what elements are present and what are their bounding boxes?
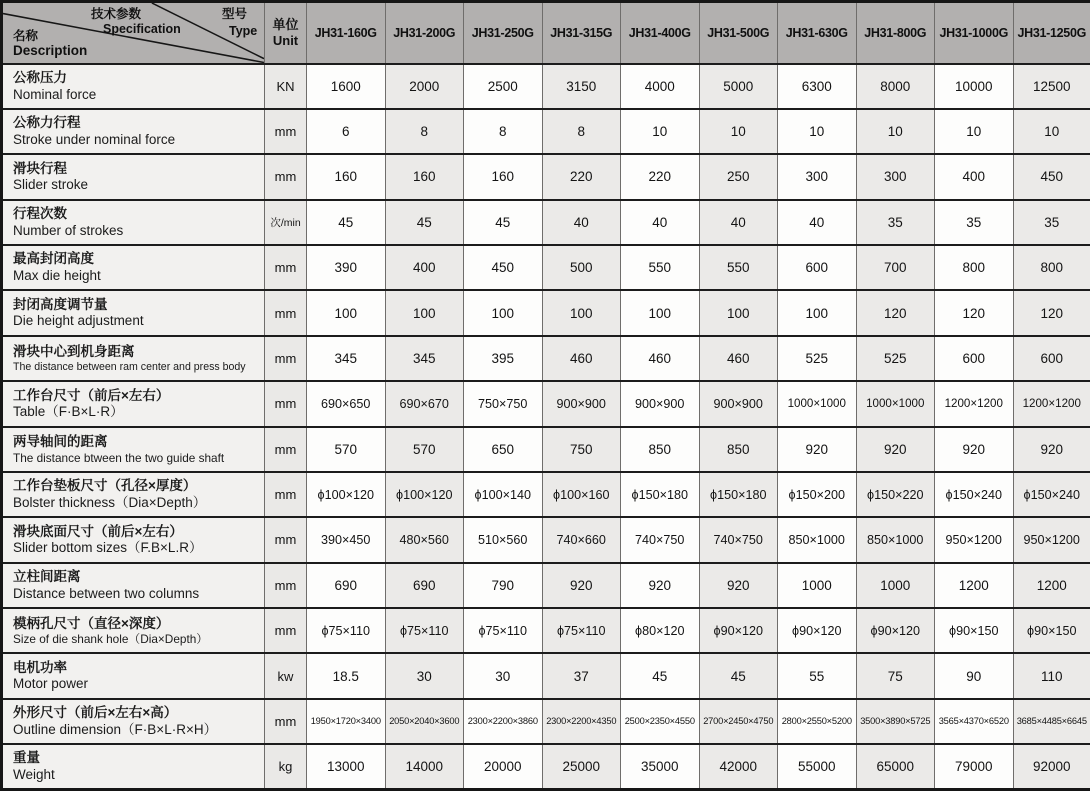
spec-value-cell: 400 bbox=[935, 154, 1014, 199]
spec-value-cell: ϕ75×110 bbox=[307, 608, 386, 653]
row-unit-cell: mm bbox=[265, 245, 307, 290]
table-row bbox=[2, 653, 1090, 698]
spec-value-cell: 2500×2350×4550 bbox=[621, 699, 700, 744]
spec-value-cell: 5000 bbox=[699, 64, 778, 109]
spec-value-cell: 600 bbox=[1013, 336, 1090, 381]
spec-value-cell: 10 bbox=[1013, 109, 1090, 154]
spec-value-cell: 120 bbox=[856, 290, 935, 335]
spec-value-cell: 13000 bbox=[307, 744, 386, 789]
spec-value-cell: 2000 bbox=[385, 64, 464, 109]
spec-value-cell: 650 bbox=[464, 427, 543, 472]
spec-value-cell: 740×660 bbox=[542, 517, 621, 562]
unit-column-header bbox=[265, 2, 307, 64]
spec-value-cell: 2050×2040×3600 bbox=[385, 699, 464, 744]
row-label-cell bbox=[2, 608, 265, 653]
spec-value-cell: 35000 bbox=[621, 744, 700, 789]
row-label-en: The distance btween the two guide shaft bbox=[13, 450, 225, 465]
spec-value-cell: 8 bbox=[464, 109, 543, 154]
spec-value-cell: 8 bbox=[385, 109, 464, 154]
spec-value-cell: 2300×2200×3860 bbox=[464, 699, 543, 744]
spec-value-cell: 800 bbox=[935, 245, 1014, 290]
corner-header-cell bbox=[2, 2, 265, 64]
spec-value-cell: ϕ100×140 bbox=[464, 472, 543, 517]
row-label-en: Stroke under nominal force bbox=[13, 131, 176, 147]
row-label-cell bbox=[2, 290, 265, 335]
row-label-zh: 滑块中心到机身距离 bbox=[13, 344, 135, 360]
spec-value-cell: 920 bbox=[621, 563, 700, 608]
spec-value-cell: 570 bbox=[307, 427, 386, 472]
spec-value-cell: 300 bbox=[856, 154, 935, 199]
spec-value-cell: 395 bbox=[464, 336, 543, 381]
spec-value-cell: 550 bbox=[699, 245, 778, 290]
unit-header-zh: 单位 bbox=[272, 16, 299, 32]
spec-value-cell: ϕ75×110 bbox=[464, 608, 543, 653]
spec-value-cell: ϕ80×120 bbox=[621, 608, 700, 653]
spec-value-cell: 40 bbox=[621, 200, 700, 245]
spec-value-cell: 850 bbox=[621, 427, 700, 472]
spec-value-cell: 79000 bbox=[935, 744, 1014, 789]
spec-value-cell: ϕ75×110 bbox=[542, 608, 621, 653]
spec-value-cell: 3565×4370×6520 bbox=[935, 699, 1014, 744]
spec-value-cell: 790 bbox=[464, 563, 543, 608]
table-row bbox=[2, 744, 1090, 789]
spec-value-cell: 1200×1200 bbox=[1013, 381, 1090, 426]
spec-value-cell: 3685×4485×6645 bbox=[1013, 699, 1090, 744]
column-header-model: JH31-160G bbox=[307, 2, 386, 64]
spec-value-cell: 40 bbox=[699, 200, 778, 245]
row-unit-cell: kg bbox=[265, 744, 307, 789]
table-row bbox=[2, 64, 1090, 109]
spec-value-cell: 750 bbox=[542, 427, 621, 472]
row-label-cell bbox=[2, 472, 265, 517]
spec-value-cell: 45 bbox=[621, 653, 700, 698]
row-label-en: Motor power bbox=[13, 676, 89, 692]
row-unit-cell: mm bbox=[265, 608, 307, 653]
spec-value-cell: 900×900 bbox=[542, 381, 621, 426]
spec-value-cell: 10 bbox=[856, 109, 935, 154]
spec-value-cell: 12500 bbox=[1013, 64, 1090, 109]
table-row bbox=[2, 563, 1090, 608]
spec-value-cell: ϕ90×120 bbox=[699, 608, 778, 653]
row-label-zh: 封闭高度调节量 bbox=[13, 296, 108, 312]
spec-value-cell: 100 bbox=[464, 290, 543, 335]
row-label-zh: 滑块底面尺寸（前后×左右） bbox=[13, 523, 183, 539]
row-label-zh: 两导轴间的距离 bbox=[13, 434, 108, 450]
spec-label-en: Specification bbox=[103, 22, 181, 36]
row-unit-cell: mm bbox=[265, 336, 307, 381]
row-label-en: Table（F·B×L·R） bbox=[13, 404, 124, 420]
spec-value-cell: 10 bbox=[699, 109, 778, 154]
spec-value-cell: 45 bbox=[385, 200, 464, 245]
spec-value-cell: 220 bbox=[621, 154, 700, 199]
spec-value-cell: 2800×2550×5200 bbox=[778, 699, 857, 744]
row-unit-cell: mm bbox=[265, 109, 307, 154]
spec-value-cell: 920 bbox=[542, 563, 621, 608]
spec-value-cell: 55 bbox=[778, 653, 857, 698]
spec-value-cell: 920 bbox=[856, 427, 935, 472]
spec-value-cell: 37 bbox=[542, 653, 621, 698]
spec-value-cell: 345 bbox=[307, 336, 386, 381]
header-row bbox=[2, 2, 1090, 64]
spec-value-cell: 92000 bbox=[1013, 744, 1090, 789]
spec-value-cell: 100 bbox=[385, 290, 464, 335]
spec-value-cell: 950×1200 bbox=[935, 517, 1014, 562]
spec-value-cell: 1200×1200 bbox=[935, 381, 1014, 426]
spec-value-cell: 35 bbox=[1013, 200, 1090, 245]
table-row bbox=[2, 472, 1090, 517]
description-label-en: Description bbox=[13, 43, 88, 58]
spec-value-cell: 3150 bbox=[542, 64, 621, 109]
row-label-zh: 模柄孔尺寸（直径×深度） bbox=[13, 615, 170, 631]
row-unit-cell: 次/min bbox=[265, 200, 307, 245]
row-label-zh: 工作台垫板尺寸（孔径×厚度） bbox=[13, 478, 197, 494]
spec-value-cell: 1000 bbox=[856, 563, 935, 608]
row-label-cell bbox=[2, 64, 265, 109]
spec-value-cell: 35 bbox=[935, 200, 1014, 245]
spec-value-cell: ϕ150×180 bbox=[699, 472, 778, 517]
table-row bbox=[2, 608, 1090, 653]
row-label-cell bbox=[2, 336, 265, 381]
row-label-en: Weight bbox=[13, 766, 55, 782]
spec-value-cell: 2300×2200×4350 bbox=[542, 699, 621, 744]
row-unit-cell: KN bbox=[265, 64, 307, 109]
spec-value-cell: 3500×3890×5725 bbox=[856, 699, 935, 744]
spec-value-cell: 6 bbox=[307, 109, 386, 154]
row-label-zh: 公称力行程 bbox=[13, 115, 81, 131]
row-label-cell bbox=[2, 154, 265, 199]
table-row bbox=[2, 336, 1090, 381]
spec-value-cell: ϕ90×150 bbox=[1013, 608, 1090, 653]
spec-value-cell: 345 bbox=[385, 336, 464, 381]
spec-value-cell: 800 bbox=[1013, 245, 1090, 290]
spec-value-cell: 550 bbox=[621, 245, 700, 290]
spec-value-cell: 920 bbox=[778, 427, 857, 472]
table-row bbox=[2, 517, 1090, 562]
row-label-cell bbox=[2, 200, 265, 245]
spec-value-cell: 1000 bbox=[778, 563, 857, 608]
table-row bbox=[2, 154, 1090, 199]
spec-value-cell: 900×900 bbox=[699, 381, 778, 426]
row-label-cell bbox=[2, 517, 265, 562]
spec-value-cell: 450 bbox=[464, 245, 543, 290]
spec-value-cell: ϕ90×120 bbox=[856, 608, 935, 653]
spec-value-cell: ϕ100×160 bbox=[542, 472, 621, 517]
spec-value-cell: 10000 bbox=[935, 64, 1014, 109]
spec-value-cell: 400 bbox=[385, 245, 464, 290]
spec-value-cell: 1200 bbox=[1013, 563, 1090, 608]
spec-value-cell: 8000 bbox=[856, 64, 935, 109]
row-label-cell bbox=[2, 109, 265, 154]
spec-value-cell: 8 bbox=[542, 109, 621, 154]
spec-value-cell: 10 bbox=[621, 109, 700, 154]
type-label-zh: 型号 bbox=[222, 7, 248, 21]
spec-value-cell: 120 bbox=[1013, 290, 1090, 335]
column-header-model: JH31-400G bbox=[621, 2, 700, 64]
spec-value-cell: 920 bbox=[1013, 427, 1090, 472]
spec-value-cell: 160 bbox=[464, 154, 543, 199]
spec-value-cell: 55000 bbox=[778, 744, 857, 789]
spec-value-cell: 390×450 bbox=[307, 517, 386, 562]
row-unit-cell: mm bbox=[265, 517, 307, 562]
table-row bbox=[2, 699, 1090, 744]
spec-value-cell: 100 bbox=[699, 290, 778, 335]
spec-value-cell: 100 bbox=[778, 290, 857, 335]
spec-value-cell: 100 bbox=[542, 290, 621, 335]
row-label-en: Bolster thickness（Dia×Depth） bbox=[13, 494, 207, 510]
table-row bbox=[2, 200, 1090, 245]
spec-value-cell: 570 bbox=[385, 427, 464, 472]
row-label-en: Distance between two columns bbox=[13, 585, 200, 601]
row-label-zh: 工作台尺寸（前后×左右） bbox=[13, 387, 170, 403]
row-label-cell bbox=[2, 381, 265, 426]
row-label-cell bbox=[2, 427, 265, 472]
column-header-model: JH31-630G bbox=[778, 2, 857, 64]
spec-value-cell: 40 bbox=[778, 200, 857, 245]
spec-value-cell: 40 bbox=[542, 200, 621, 245]
spec-value-cell: 850×1000 bbox=[856, 517, 935, 562]
row-label-cell bbox=[2, 563, 265, 608]
row-label-zh: 重量 bbox=[13, 750, 40, 766]
row-label-zh: 立柱间距离 bbox=[13, 569, 81, 585]
row-unit-cell: mm bbox=[265, 381, 307, 426]
spec-value-cell: ϕ100×120 bbox=[307, 472, 386, 517]
spec-value-cell: 160 bbox=[385, 154, 464, 199]
spec-value-cell: 390 bbox=[307, 245, 386, 290]
spec-value-cell: 510×560 bbox=[464, 517, 543, 562]
spec-value-cell: ϕ100×120 bbox=[385, 472, 464, 517]
spec-value-cell: ϕ90×150 bbox=[935, 608, 1014, 653]
table-row bbox=[2, 427, 1090, 472]
spec-value-cell: 35 bbox=[856, 200, 935, 245]
spec-label-zh: 技术参数 bbox=[91, 7, 142, 21]
row-label-zh: 滑块行程 bbox=[13, 160, 67, 176]
row-label-zh: 行程次数 bbox=[13, 206, 67, 222]
spec-value-cell: 250 bbox=[699, 154, 778, 199]
spec-value-cell: 1950×1720×3400 bbox=[307, 699, 386, 744]
row-label-zh: 最高封闭高度 bbox=[13, 251, 94, 267]
spec-value-cell: 1000×1000 bbox=[856, 381, 935, 426]
spec-value-cell: 110 bbox=[1013, 653, 1090, 698]
row-label-cell bbox=[2, 245, 265, 290]
spec-value-cell: 850×1000 bbox=[778, 517, 857, 562]
unit-header-en: Unit bbox=[272, 32, 299, 48]
spec-value-cell: 30 bbox=[464, 653, 543, 698]
spec-value-cell: 300 bbox=[778, 154, 857, 199]
spec-value-cell: 900×900 bbox=[621, 381, 700, 426]
spec-value-cell: 120 bbox=[935, 290, 1014, 335]
spec-value-cell: 690×670 bbox=[385, 381, 464, 426]
spec-value-cell: ϕ75×110 bbox=[385, 608, 464, 653]
spec-value-cell: ϕ150×240 bbox=[935, 472, 1014, 517]
spec-value-cell: 45 bbox=[464, 200, 543, 245]
row-label-zh: 公称压力 bbox=[13, 69, 67, 85]
spec-value-cell: 42000 bbox=[699, 744, 778, 789]
row-unit-cell: mm bbox=[265, 699, 307, 744]
spec-value-cell: 920 bbox=[699, 563, 778, 608]
spec-value-cell: 740×750 bbox=[621, 517, 700, 562]
spec-value-cell: 45 bbox=[307, 200, 386, 245]
spec-value-cell: 1200 bbox=[935, 563, 1014, 608]
spec-value-cell: 10 bbox=[935, 109, 1014, 154]
spec-value-cell: 700 bbox=[856, 245, 935, 290]
row-unit-cell: mm bbox=[265, 290, 307, 335]
column-header-model: JH31-1250G bbox=[1013, 2, 1090, 64]
spec-value-cell: 690 bbox=[307, 563, 386, 608]
spec-value-cell: 14000 bbox=[385, 744, 464, 789]
spec-value-cell: 460 bbox=[542, 336, 621, 381]
table-row bbox=[2, 290, 1090, 335]
spec-value-cell: 450 bbox=[1013, 154, 1090, 199]
row-label-en: Max die height bbox=[13, 268, 101, 284]
spec-value-cell: 20000 bbox=[464, 744, 543, 789]
column-header-model: JH31-1000G bbox=[935, 2, 1014, 64]
table-row bbox=[2, 109, 1090, 154]
spec-value-cell: ϕ90×120 bbox=[778, 608, 857, 653]
row-label-zh: 外形尺寸（前后×左右×高） bbox=[13, 705, 178, 721]
row-label-en: Size of die shank hole（Dia×Depth） bbox=[13, 632, 209, 647]
spec-value-cell: 25000 bbox=[542, 744, 621, 789]
spec-value-cell: 690×650 bbox=[307, 381, 386, 426]
row-unit-cell: mm bbox=[265, 427, 307, 472]
row-label-en: Die height adjustment bbox=[13, 313, 144, 329]
spec-value-cell: 75 bbox=[856, 653, 935, 698]
spec-value-cell: 45 bbox=[699, 653, 778, 698]
spec-value-cell: 1000×1000 bbox=[778, 381, 857, 426]
row-unit-cell: mm bbox=[265, 154, 307, 199]
column-header-model: JH31-500G bbox=[699, 2, 778, 64]
row-unit-cell: mm bbox=[265, 563, 307, 608]
spec-value-cell: 10 bbox=[778, 109, 857, 154]
row-label-zh: 电机功率 bbox=[13, 659, 67, 675]
spec-value-cell: 480×560 bbox=[385, 517, 464, 562]
spec-value-cell: 460 bbox=[699, 336, 778, 381]
spec-value-cell: ϕ150×240 bbox=[1013, 472, 1090, 517]
spec-value-cell: 1600 bbox=[307, 64, 386, 109]
spec-value-cell: ϕ150×200 bbox=[778, 472, 857, 517]
row-label-en: Slider bottom sizes（F.B×L.R） bbox=[13, 540, 203, 556]
spec-value-cell: 740×750 bbox=[699, 517, 778, 562]
column-header-model: JH31-315G bbox=[542, 2, 621, 64]
spec-value-cell: 600 bbox=[778, 245, 857, 290]
spec-value-cell: 2700×2450×4750 bbox=[699, 699, 778, 744]
spec-value-cell: 2500 bbox=[464, 64, 543, 109]
row-unit-cell: mm bbox=[265, 472, 307, 517]
spec-value-cell: 65000 bbox=[856, 744, 935, 789]
spec-value-cell: 525 bbox=[778, 336, 857, 381]
spec-value-cell: 160 bbox=[307, 154, 386, 199]
row-label-en: Number of strokes bbox=[13, 222, 124, 238]
table-row bbox=[2, 381, 1090, 426]
spec-value-cell: 920 bbox=[935, 427, 1014, 472]
spec-value-cell: 950×1200 bbox=[1013, 517, 1090, 562]
column-header-model: JH31-200G bbox=[385, 2, 464, 64]
spec-value-cell: 30 bbox=[385, 653, 464, 698]
row-label-en: Slider stroke bbox=[13, 177, 89, 193]
spec-value-cell: 100 bbox=[621, 290, 700, 335]
row-unit-cell: kw bbox=[265, 653, 307, 698]
spec-value-cell: ϕ150×180 bbox=[621, 472, 700, 517]
spec-value-cell: 850 bbox=[699, 427, 778, 472]
spec-value-cell: 525 bbox=[856, 336, 935, 381]
spec-value-cell: 6300 bbox=[778, 64, 857, 109]
spec-value-cell: 4000 bbox=[621, 64, 700, 109]
spec-value-cell: 750×750 bbox=[464, 381, 543, 426]
spec-value-cell: 100 bbox=[307, 290, 386, 335]
row-label-en: Nominal force bbox=[13, 86, 97, 102]
column-header-model: JH31-800G bbox=[856, 2, 935, 64]
spec-value-cell: 460 bbox=[621, 336, 700, 381]
spec-value-cell: 600 bbox=[935, 336, 1014, 381]
row-label-cell bbox=[2, 744, 265, 789]
row-label-cell bbox=[2, 699, 265, 744]
spec-value-cell: 500 bbox=[542, 245, 621, 290]
type-label-en: Type bbox=[229, 24, 258, 38]
row-label-en: The distance between ram center and press body bbox=[13, 360, 246, 373]
spec-value-cell: 690 bbox=[385, 563, 464, 608]
spec-value-cell: 220 bbox=[542, 154, 621, 199]
table-row bbox=[2, 245, 1090, 290]
spec-value-cell: 90 bbox=[935, 653, 1014, 698]
row-label-en: Outline dimension（F·B×L·R×H） bbox=[13, 721, 218, 737]
description-label-zh: 名称 bbox=[13, 29, 39, 43]
spec-value-cell: 18.5 bbox=[307, 653, 386, 698]
spec-value-cell: ϕ150×220 bbox=[856, 472, 935, 517]
column-header-model: JH31-250G bbox=[464, 2, 543, 64]
row-label-cell bbox=[2, 653, 265, 698]
